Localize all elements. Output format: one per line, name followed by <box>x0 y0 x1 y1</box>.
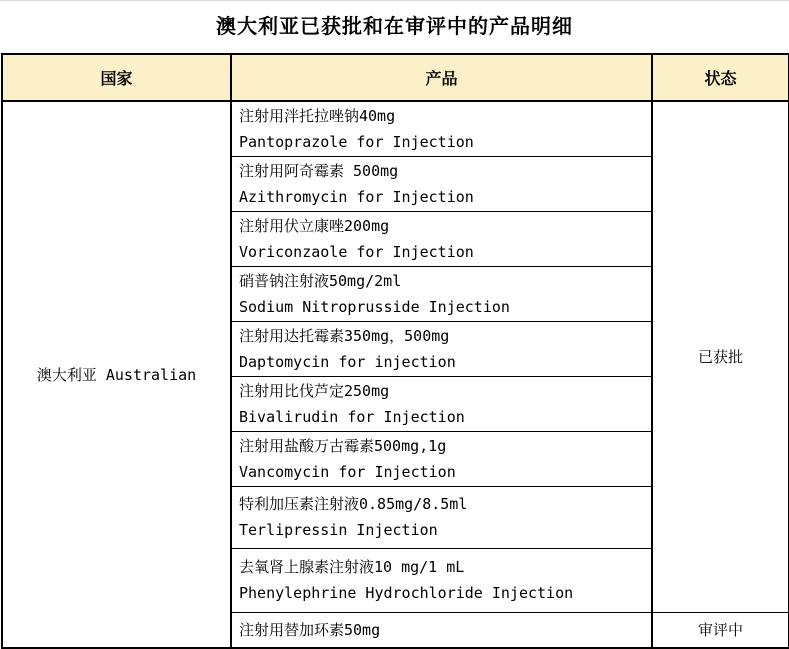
product-name-en: Daptomycin for injection <box>239 352 456 371</box>
column-header-country: 国家 <box>2 54 231 101</box>
product-cell <box>231 266 652 321</box>
product-name-en: Voriconzaole for Injection <box>239 242 474 261</box>
products-table <box>1 53 789 649</box>
product-name-en: Pantoprazole for Injection <box>239 132 474 151</box>
product-name-cn: 注射用泮托拉唑钠40mg <box>239 106 396 125</box>
product-name-cn: 注射用阿奇霉素 500mg <box>239 161 399 180</box>
column-header-status: 状态 <box>652 54 789 101</box>
product-name-cn: 注射用达托霉素350mg，500mg <box>239 326 450 345</box>
product-name-en: Sodium Nitroprusside Injection <box>239 297 510 316</box>
status-review-cell: 审评中 <box>652 612 789 648</box>
product-name-cn: 注射用伏立康唑200mg <box>239 216 390 235</box>
product-name-cn: 注射用比伐芦定250mg <box>239 381 390 400</box>
country-cell: 澳大利亚 Australian <box>2 101 231 648</box>
product-name-cn: 注射用盐酸万古霉素500mg,1g <box>239 436 447 455</box>
product-name-en: Phenylephrine Hydrochloride Injection <box>239 584 574 602</box>
product-name-en: Azithromycin for Injection <box>239 187 474 206</box>
product-name-en: Vancomycin for Injection <box>239 462 456 481</box>
product-name-cn: 注射用替加环素50mg <box>239 620 381 639</box>
product-cell <box>231 431 652 486</box>
product-cell <box>231 101 652 156</box>
product-name-cn: 特利加压素注射液0.85mg/8.5ml <box>239 495 468 513</box>
product-name-cn: 硝普钠注射液50mg/2ml <box>239 271 402 290</box>
product-cell <box>231 548 652 612</box>
table-row <box>2 101 789 156</box>
product-name-cn: 去氧肾上腺素注射液10 mg/1 mL <box>239 558 465 576</box>
product-cell <box>231 211 652 266</box>
page-title: 澳大利亚已获批和在审评中的产品明细 <box>216 14 573 38</box>
product-name-en: Bivalirudin for Injection <box>239 407 465 426</box>
product-cell <box>231 321 652 376</box>
product-name-en: Terlipressin Injection <box>239 521 438 539</box>
status-approved-cell: 已获批 <box>652 101 789 612</box>
header-row <box>2 54 789 101</box>
product-cell <box>231 612 652 648</box>
product-cell <box>231 486 652 548</box>
product-cell <box>231 376 652 431</box>
column-header-product: 产品 <box>231 54 652 101</box>
product-cell <box>231 156 652 211</box>
